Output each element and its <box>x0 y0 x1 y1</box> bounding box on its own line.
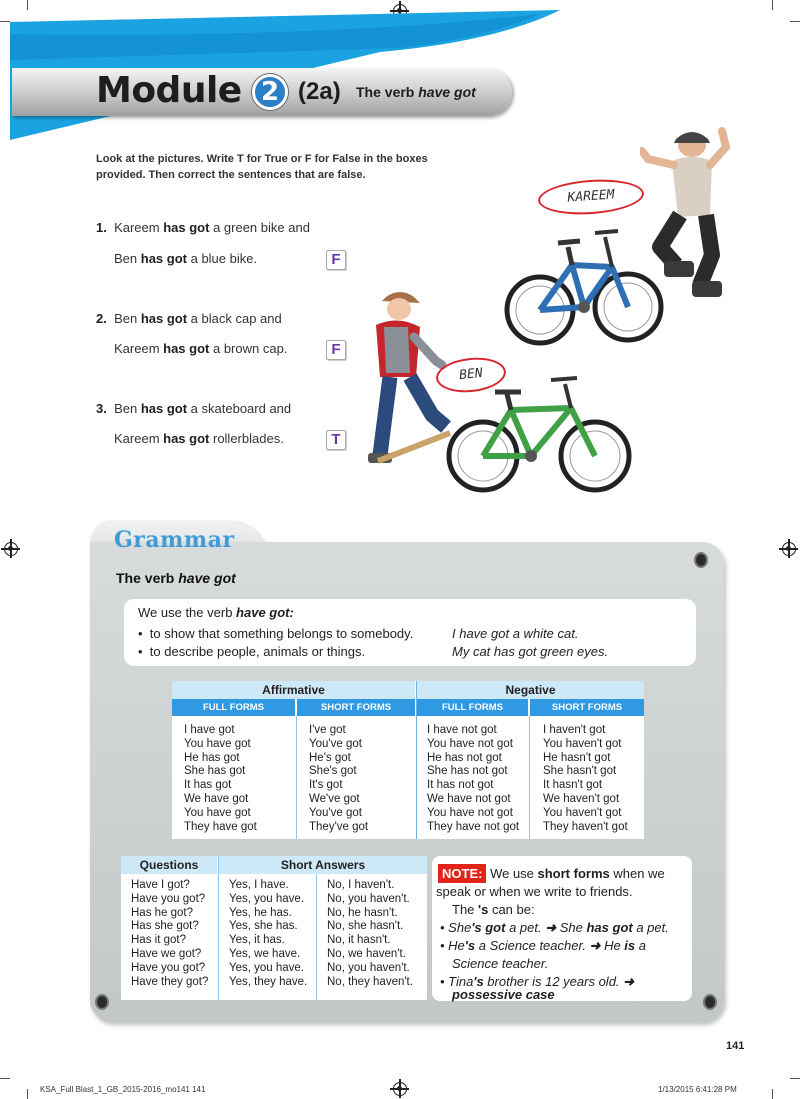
list-item: Yes, we have. <box>229 947 301 960</box>
note-line: Science teacher. <box>452 956 549 971</box>
list-item: He has got <box>184 751 240 764</box>
module-number-badge: 2 <box>252 74 288 110</box>
note-line: The 's can be: <box>452 902 535 917</box>
crop-mark <box>772 1089 773 1099</box>
list-item: They've got <box>309 820 369 833</box>
list-item: Has she got? <box>131 920 199 933</box>
list-item: You haven't got <box>543 737 622 750</box>
list-item: Yes, they have. <box>229 975 308 988</box>
list-item: Have you got? <box>131 892 206 905</box>
exercise-item-1-line2: Ben has got a blue bike. <box>114 251 258 266</box>
registration-mark-icon <box>782 542 796 556</box>
list-item: They have got <box>184 820 257 833</box>
usage-point: • to show that something belongs to somebody. <box>138 626 414 641</box>
note-line: NOTE: We use short forms when we <box>438 864 665 883</box>
answer-box-3[interactable]: T <box>326 430 346 450</box>
list-item: Yes, she has. <box>229 920 298 933</box>
crop-mark <box>0 1078 10 1079</box>
footer-timestamp: 1/13/2015 6:41:28 PM <box>658 1085 737 1094</box>
table-divider <box>296 716 297 839</box>
binder-clip-icon <box>95 994 109 1010</box>
short-forms-header: SHORT FORMS <box>530 699 644 716</box>
list-item: He's got <box>309 751 351 764</box>
list-item: Have we got? <box>131 947 202 960</box>
grammar-title: Grammar <box>114 527 235 553</box>
module-label: Module <box>96 70 242 111</box>
usage-box <box>124 599 696 666</box>
exercise-instructions: Look at the pictures. Write T for True or F for False in the boxes provided. Then correct the sentences that are false. <box>96 153 428 181</box>
aff-short-column <box>309 724 368 834</box>
list-item: It hasn't got <box>543 779 603 792</box>
ben-name-tag: BEN <box>434 354 507 395</box>
note-bullet: • Tina's brother is 12 years old. ➜ <box>440 974 635 989</box>
list-item: You haven't got <box>543 806 622 819</box>
neg-short-column <box>543 724 628 834</box>
list-item: Have I got? <box>131 879 190 891</box>
yes-answers-column <box>229 879 307 989</box>
list-item: He hasn't got <box>543 751 611 764</box>
registration-mark-icon <box>4 542 18 556</box>
kareem-name-tag: KAREEM <box>537 176 645 217</box>
note-bullet: • She's got a pet. ➜ She has got a pet. <box>440 920 669 935</box>
list-item: We haven't got <box>543 792 620 805</box>
list-item: Have they got? <box>131 975 209 988</box>
usage-intro: We use the verb have got: <box>138 605 294 620</box>
list-item: She's got <box>309 765 357 778</box>
list-item: No, we haven't. <box>327 947 406 960</box>
list-item: Yes, I have. <box>229 879 289 891</box>
list-item: No, he hasn't. <box>327 906 398 919</box>
no-answers-column <box>327 879 413 989</box>
list-item: I've got <box>309 724 346 736</box>
crop-mark <box>790 1078 800 1079</box>
table-divider <box>416 681 417 839</box>
list-item: We have not got <box>427 792 511 805</box>
note-line: possessive case <box>452 987 555 1002</box>
list-item: No, it hasn't. <box>327 934 391 947</box>
page-number: 141 <box>726 1040 745 1052</box>
usage-point: • to describe people, animals or things. <box>138 644 366 659</box>
arrow-icon: ➜ <box>589 938 601 953</box>
negative-header: Negative <box>417 681 644 699</box>
list-item: Yes, he has. <box>229 906 292 919</box>
list-item: No, she hasn't. <box>327 920 404 933</box>
aff-full-column <box>184 724 257 834</box>
list-item: It's got <box>309 779 343 792</box>
list-item: She has got <box>184 765 246 778</box>
usage-example: My cat has got green eyes. <box>452 644 609 659</box>
list-item: Has he got? <box>131 906 194 919</box>
lesson-title: The verb have got <box>356 84 476 100</box>
footer-file-info: KSA_Full Blast_1_GB_2015-2016_mo141 141 <box>40 1085 206 1094</box>
list-item: She has not got <box>427 765 508 778</box>
list-item: It has got <box>184 779 232 792</box>
list-item: You've got <box>309 806 362 819</box>
crop-mark <box>772 0 773 10</box>
list-item: No, I haven't. <box>327 879 395 891</box>
list-item: I have not got <box>427 724 497 736</box>
list-item: She hasn't got <box>543 765 617 778</box>
list-item: We have got <box>184 792 249 805</box>
neg-full-column <box>427 724 519 834</box>
exercise-item-1: 1. Kareem has got a green bike and <box>96 220 310 235</box>
table-divider <box>529 716 530 839</box>
usage-example: I have got a white cat. <box>452 626 579 641</box>
note-bullet: • He's a Science teacher. ➜ He is a <box>440 938 646 953</box>
exercise-item-2: 2. Ben has got a black cap and <box>96 311 282 326</box>
exercise-item-3: 3. Ben has got a skateboard and <box>96 401 292 416</box>
crop-mark <box>790 21 800 22</box>
table-divider <box>218 856 219 1000</box>
crop-mark <box>27 1089 28 1099</box>
arrow-icon: ➜ <box>545 920 557 935</box>
note-line: speak or when we write to friends. <box>436 884 633 899</box>
list-item: You have got <box>184 806 251 819</box>
list-item: He has not got <box>427 751 502 764</box>
list-item: We've got <box>309 792 360 805</box>
full-forms-header: FULL FORMS <box>172 699 295 716</box>
list-item: Yes, you have. <box>229 892 305 905</box>
registration-mark-icon <box>393 1082 407 1096</box>
list-item: You have got <box>184 737 251 750</box>
list-item: It has not got <box>427 779 494 792</box>
binder-clip-icon <box>694 552 708 568</box>
affirmative-header: Affirmative <box>172 681 415 699</box>
short-answers-header: Short Answers <box>219 856 427 874</box>
binder-clip-icon <box>703 994 717 1010</box>
list-item: No, you haven't. <box>327 892 410 905</box>
list-item: No, they haven't. <box>327 975 413 988</box>
exercise-item-2-line2: Kareem has got a brown cap. <box>114 341 288 356</box>
list-item: Have you got? <box>131 961 206 974</box>
arrow-icon: ➜ <box>623 974 635 989</box>
list-item: I have got <box>184 724 235 736</box>
grammar-subtitle: The verb have got <box>116 570 236 586</box>
exercise-item-3-line2: Kareem has got rollerblades. <box>114 431 284 446</box>
list-item: You have not got <box>427 737 513 750</box>
list-item: They have not got <box>427 820 520 833</box>
list-item: They haven't got <box>543 820 628 833</box>
answer-box-1[interactable]: F <box>326 250 346 270</box>
list-item: I haven't got <box>543 724 606 736</box>
list-item: Yes, it has. <box>229 934 285 947</box>
table-divider <box>316 874 317 1000</box>
note-box <box>432 856 692 1001</box>
lesson-code: (2a) <box>298 78 341 105</box>
list-item: You have not got <box>427 806 513 819</box>
questions-header: Questions <box>121 856 217 874</box>
list-item: Yes, you have. <box>229 961 305 974</box>
kareem-figure <box>640 125 740 315</box>
questions-column <box>131 879 208 989</box>
full-forms-header: FULL FORMS <box>417 699 528 716</box>
list-item: You've got <box>309 737 362 750</box>
short-forms-header: SHORT FORMS <box>297 699 415 716</box>
answer-box-2[interactable]: F <box>326 340 346 360</box>
list-item: Has it got? <box>131 934 186 947</box>
note-badge: NOTE: <box>438 864 486 883</box>
list-item: No, you haven't. <box>327 961 410 974</box>
